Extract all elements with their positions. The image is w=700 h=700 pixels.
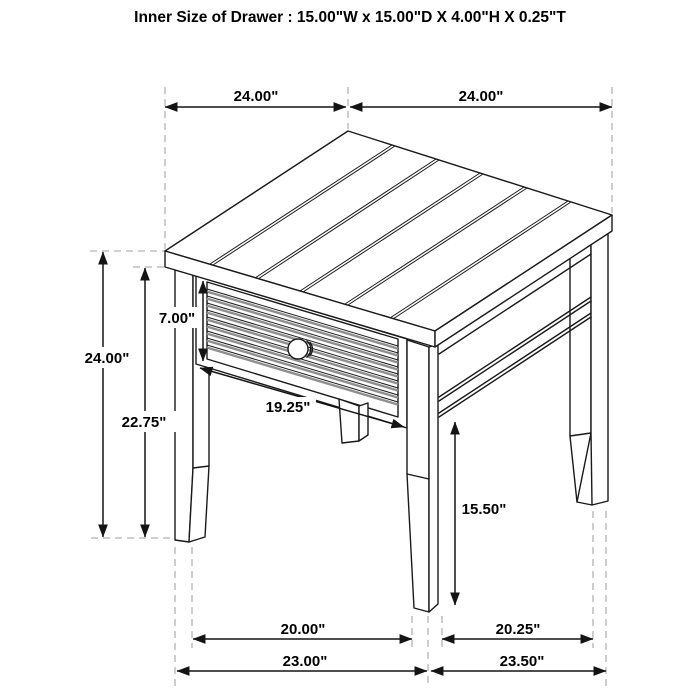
front-center-leg <box>407 340 438 612</box>
label-side-legs-inner-span: 20.25" <box>495 621 541 638</box>
label-side-outer-depth: 23.50" <box>499 653 545 670</box>
label-drawer-face-height: 7.00" <box>158 310 196 327</box>
label-front-legs-inner-span: 20.00" <box>280 621 326 638</box>
diagram-title: Inner Size of Drawer : 15.00"W x 15.00"D X 4.00"H X 0.25"T <box>134 9 566 26</box>
label-drawer-face-width: 19.25" <box>265 399 311 416</box>
label-top-width-left: 24.00" <box>233 88 279 105</box>
drawer-support-block <box>339 399 368 443</box>
label-leg-clearance-height: 15.50" <box>461 501 507 518</box>
label-overall-height: 24.00" <box>84 350 130 367</box>
back-right-leg <box>570 234 608 505</box>
label-top-width-right: 24.00" <box>458 88 504 105</box>
label-under-top-height: 22.75" <box>121 414 167 431</box>
label-front-outer-width: 23.00" <box>282 653 328 670</box>
